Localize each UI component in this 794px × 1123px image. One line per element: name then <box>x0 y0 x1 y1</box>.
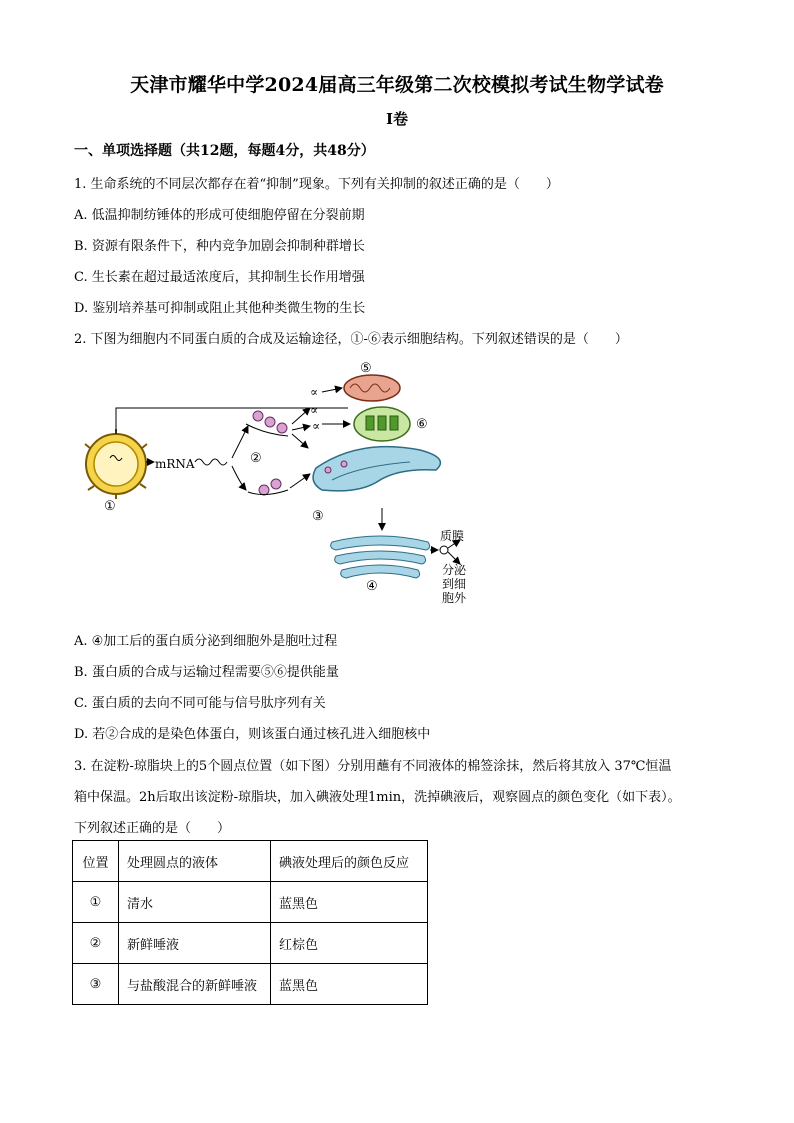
protein-transport-diagram <box>60 358 480 620</box>
q3-stem-line-1: 3. 在淀粉-琼脂块上的5个圆点位置（如下图）分别用蘸有不同液体的棉签涂抹，然后将其放入 37℃恒温 <box>74 759 672 774</box>
q2-stem: 2. 下图为细胞内不同蛋白质的合成及运输途径，①-⑥表示细胞结构。下列叙述错误的是（ ） <box>74 332 628 347</box>
exam-title: 天津市耀华中学2024届高三年级第二次校模拟考试生物学试卷 <box>130 74 664 96</box>
q1-option-b: B. 资源有限条件下，种内竞争加剧会抑制种群增长 <box>74 239 365 254</box>
table-row <box>73 964 428 1005</box>
table-row <box>73 882 428 923</box>
protein-glyph: ∝ <box>312 419 321 433</box>
table-header-cell: 位置 <box>73 841 119 882</box>
nucleus-structure <box>85 429 147 499</box>
q2-option-c: C. 蛋白质的去向不同可能与信号肽序列有关 <box>74 696 326 711</box>
q2-option-a: A. ④加工后的蛋白质分泌到细胞外是胞吐过程 <box>74 634 338 649</box>
label-structure-1: ① <box>104 499 116 514</box>
q3-results-table <box>72 840 428 1005</box>
label-structure-3: ③ <box>312 509 324 524</box>
q1-option-d: D. 鉴别培养基可抑制或阻止其他种类微生物的生长 <box>74 301 366 316</box>
label-structure-2: ② <box>250 451 262 466</box>
table-header-cell: 碘液处理后的颜色反应 <box>271 841 428 882</box>
paper-part-label: I卷 <box>385 110 409 128</box>
mitochondrion-structure <box>344 375 400 401</box>
table-cell: 蓝黑色 <box>271 882 428 923</box>
q2-option-b: B. 蛋白质的合成与运输过程需要⑤⑥提供能量 <box>74 665 339 680</box>
q3-stem-line-2: 箱中保温。2h后取出该淀粉-琼脂块，加入碘液处理1min，洗掉碘液后，观察圆点的颜色变化（如下表）。 <box>74 790 681 805</box>
table-cell: ③ <box>73 964 119 1005</box>
table-header-row <box>73 841 428 882</box>
label-structure-6: ⑥ <box>416 417 428 432</box>
table-cell: 蓝黑色 <box>271 964 428 1005</box>
golgi-apparatus-structure <box>331 536 430 578</box>
endoplasmic-reticulum-structure <box>313 447 440 491</box>
q1-stem: 1. 生命系统的不同层次都存在着“抑制”现象。下列有关抑制的叙述正确的是（ ） <box>74 177 559 192</box>
table-cell: ① <box>73 882 119 923</box>
table-row <box>73 923 428 964</box>
table-cell: 与盐酸混合的新鲜唾液 <box>119 964 271 1005</box>
q3-stem-line-3: 下列叙述正确的是（ ） <box>74 821 231 836</box>
secretion-label-2: 到细 <box>442 577 467 591</box>
label-structure-4: ④ <box>366 579 378 594</box>
q1-option-c: C. 生长素在超过最适浓度后，其抑制生长作用增强 <box>74 270 365 285</box>
q2-option-d: D. 若②合成的是染色体蛋白，则该蛋白通过核孔进入细胞核中 <box>74 727 431 742</box>
table-header-cell: 处理圆点的液体 <box>119 841 271 882</box>
protein-glyph: ∝ <box>310 403 319 417</box>
mrna-label: mRNA <box>155 457 195 471</box>
table-cell: ② <box>73 923 119 964</box>
protein-glyph: ∝ <box>310 385 319 399</box>
section-heading: 一、单项选择题（共12题，每题4分，共48分） <box>74 143 375 159</box>
secretion-label-3: 胞外 <box>442 591 467 605</box>
free-ribosome-structure <box>246 411 288 436</box>
bound-ribosome <box>248 479 288 495</box>
q1-option-a: A. 低温抑制纺锤体的形成可使细胞停留在分裂前期 <box>74 208 365 223</box>
table-cell: 新鲜唾液 <box>119 923 271 964</box>
membrane-label: 质膜 <box>440 529 465 543</box>
secretion-label-1: 分泌 <box>442 563 467 577</box>
chloroplast-structure <box>354 407 410 441</box>
table-cell: 红棕色 <box>271 923 428 964</box>
table-cell: 清水 <box>119 882 271 923</box>
label-structure-5: ⑤ <box>360 361 372 376</box>
